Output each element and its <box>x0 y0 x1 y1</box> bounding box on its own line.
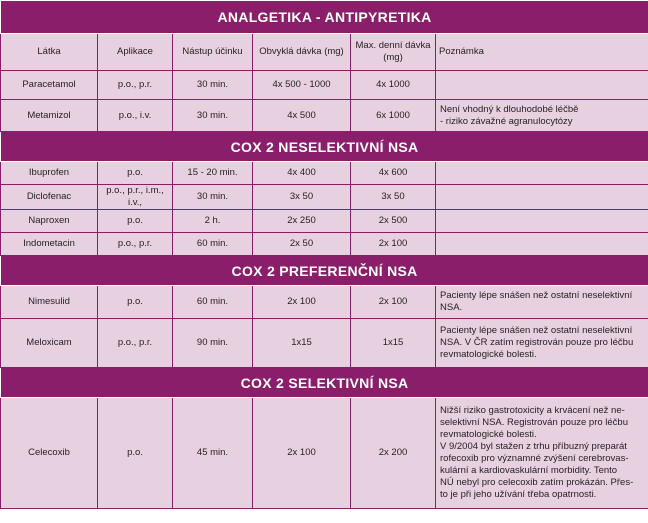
max-dose-cell: 4x 600 <box>351 162 436 185</box>
max-dose-cell: 1x15 <box>351 319 436 368</box>
section-title: ANALGETIKA - ANTIPYRETIKA <box>1 1 648 34</box>
usual-dose-cell: 2x 50 <box>253 233 351 256</box>
note-line: Není vhodný k dlouhodobé léčbě <box>440 103 579 115</box>
onset-cell: 45 min. <box>173 398 253 509</box>
usual-dose-cell: 2x 250 <box>253 210 351 233</box>
onset-cell: 2 h. <box>173 210 253 233</box>
note-line: Pacienty lépe snášen než ostatní neselektivní <box>440 325 633 336</box>
table-row <box>1 233 648 256</box>
substance-cell: Naproxen <box>1 210 98 233</box>
column-header: Látka <box>1 34 98 71</box>
max-dose-cell: 2x 100 <box>351 286 436 319</box>
application-cell: p.o., p.r. <box>98 233 173 256</box>
section-header <box>1 132 648 162</box>
table-row <box>1 286 648 319</box>
column-header: Aplikace <box>98 34 173 71</box>
column-header: Obvyklá dávka (mg) <box>253 34 351 71</box>
section-header <box>1 1 648 34</box>
note-line: - riziko závažné agranulocytózy <box>440 115 573 127</box>
application-cell: p.o., p.r. <box>98 71 173 100</box>
usual-dose-cell: 4x 400 <box>253 162 351 185</box>
max-dose-cell: 6x 1000 <box>351 100 436 132</box>
section-title: COX 2 NESELEKTIVNÍ NSA <box>1 132 648 162</box>
max-dose-cell: 2x 500 <box>351 210 436 233</box>
substance-cell: Ibuprofen <box>1 162 98 185</box>
note-cell <box>436 398 648 509</box>
note-line: Nižší riziko gastrotoxicity a krvácení než ne- <box>440 405 625 416</box>
substance-cell: Indometacin <box>1 233 98 256</box>
substance-cell: Nimesulid <box>1 286 98 319</box>
note-cell <box>436 162 648 185</box>
table-row <box>1 319 648 368</box>
onset-cell: 30 min. <box>173 185 253 210</box>
table-row <box>1 185 648 210</box>
note-line: Pacienty lépe snášen než ostatní neselektivní <box>440 290 633 301</box>
max-dose-cell: 3x 50 <box>351 185 436 210</box>
substance-cell: Paracetamol <box>1 71 98 100</box>
table-row <box>1 210 648 233</box>
note-cell <box>436 233 648 256</box>
column-header-row <box>1 34 648 71</box>
usual-dose-cell: 3x 50 <box>253 185 351 210</box>
note-cell <box>436 71 648 100</box>
onset-cell: 90 min. <box>173 319 253 368</box>
table-row <box>1 100 648 132</box>
section-title: COX 2 SELEKTIVNÍ NSA <box>1 368 648 398</box>
note-cell <box>436 210 648 233</box>
application-cell: p.o. <box>98 162 173 185</box>
note-line: NÚ nebyl pro celecoxib zatím prokázán. Přes- <box>440 477 634 488</box>
application-cell: p.o., p.r., i.m., i.v., <box>98 185 173 210</box>
table-row <box>1 71 648 100</box>
note-line: V 9/2004 byl stažen z trhu příbuzný preparát <box>440 441 627 452</box>
note-line: selektivní NSA. Registrován pouze pro léčbu <box>440 417 628 428</box>
note-cell <box>436 185 648 210</box>
usual-dose-cell: 2x 100 <box>253 398 351 509</box>
section-header <box>1 256 648 286</box>
application-cell: p.o., p.r. <box>98 319 173 368</box>
usual-dose-cell: 4x 500 <box>253 100 351 132</box>
note-cell <box>436 319 648 368</box>
usual-dose-cell: 4x 500 - 1000 <box>253 71 351 100</box>
application-cell: p.o. <box>98 286 173 319</box>
substance-cell: Celecoxib <box>1 398 98 509</box>
table-row <box>1 398 648 509</box>
max-dose-cell: 4x 1000 <box>351 71 436 100</box>
onset-cell: 60 min. <box>173 286 253 319</box>
onset-cell: 60 min. <box>173 233 253 256</box>
column-header: Max. denní dávka (mg) <box>351 34 436 71</box>
substance-cell: Meloxicam <box>1 319 98 368</box>
column-header: Nástup účinku <box>173 34 253 71</box>
onset-cell: 15 - 20 min. <box>173 162 253 185</box>
note-line: to je při jeho užívání třeba opatrnosti. <box>440 489 597 500</box>
substance-cell: Metamizol <box>1 100 98 132</box>
section-title: COX 2 PREFERENČNÍ NSA <box>1 256 648 286</box>
note-cell <box>436 100 648 132</box>
note-line: revmatologické bolesti. <box>440 349 537 360</box>
note-line: revmatologické bolesti. <box>440 429 537 440</box>
note-cell <box>436 286 648 319</box>
application-cell: p.o. <box>98 398 173 509</box>
note-line: kulární a kardiovaskulární morbidity. Tento <box>440 465 618 476</box>
note-line: NSA. <box>440 302 463 313</box>
column-header: Poznámka <box>436 34 648 71</box>
usual-dose-cell: 2x 100 <box>253 286 351 319</box>
substance-cell: Diclofenac <box>1 185 98 210</box>
usual-dose-cell: 1x15 <box>253 319 351 368</box>
section-header <box>1 368 648 398</box>
application-cell: p.o. <box>98 210 173 233</box>
table-row <box>1 162 648 185</box>
note-line: rofecoxib pro významné zvýšení cerebrovas- <box>440 453 629 464</box>
onset-cell: 30 min. <box>173 71 253 100</box>
max-dose-cell: 2x 200 <box>351 398 436 509</box>
application-cell: p.o., i.v. <box>98 100 173 132</box>
note-line: NSA. V ČR zatím registrován pouze pro léčbu <box>440 337 634 348</box>
onset-cell: 30 min. <box>173 100 253 132</box>
max-dose-cell: 2x 100 <box>351 233 436 256</box>
